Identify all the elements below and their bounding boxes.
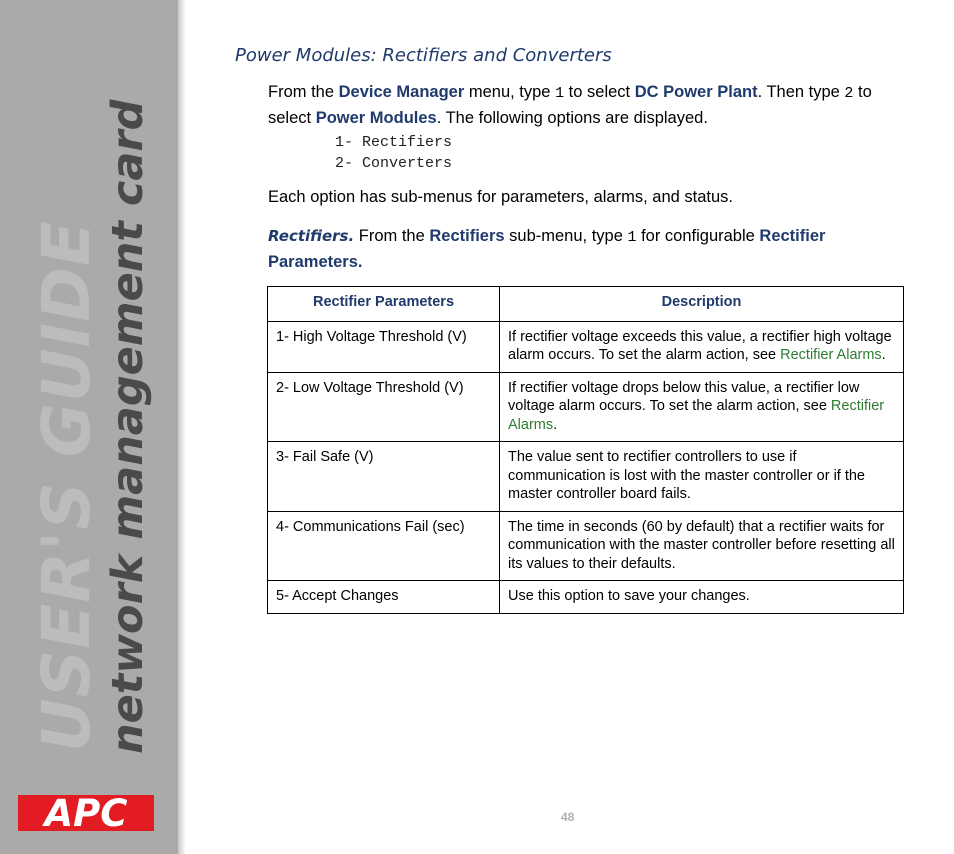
rectifier-parameters-term: Rectifier Parameters. [268, 227, 826, 271]
parameter-cell: 1- High Voltage Threshold (V) [268, 321, 500, 372]
rectifier-alarms-link[interactable]: Rectifier Alarms [780, 347, 882, 363]
rectifier-alarms-link[interactable]: Rectifier Alarms [508, 398, 885, 433]
description-cell: Use this option to save your changes. [500, 581, 904, 614]
dc-power-plant-term: DC Power Plant [634, 83, 758, 101]
apc-logo [18, 793, 158, 833]
description-cell: If rectifier voltage exceeds this value, a rectifier high voltage alarm occurs. To set the alarm action, see Rectifier Alarms. [500, 321, 904, 372]
intro-paragraph: From the Device Manager menu, type 1 to select DC Power Plant. Then type 2 to select Power Modules. The following options are displayed. [268, 83, 872, 127]
column-header-description: Description [500, 287, 904, 322]
menu-key-2: 2 [844, 85, 854, 102]
menu-key: 1 [627, 229, 637, 246]
users-guide-watermark: USER'S GUIDE [28, 220, 105, 752]
sidebar [0, 0, 178, 854]
section-title: Power Modules: Rectifiers and Converters [235, 45, 612, 66]
sidebar-edge [178, 0, 186, 854]
table-row [268, 581, 904, 614]
table-row [268, 372, 904, 442]
device-manager-term: Device Manager [338, 83, 465, 101]
menu-key-1: 1 [555, 85, 565, 102]
rectifiers-term: Rectifiers [429, 227, 505, 245]
rectifiers-paragraph: Rectifiers. From the Rectifiers sub-menu, type 1 for configurable Rectifier Parameters. [268, 227, 826, 271]
description-cell: The time in seconds (60 by default) that a rectifier waits for communication with the master controller before resetting all its values to their defaults. [500, 511, 904, 581]
description-cell: If rectifier voltage drops below this value, a rectifier low voltage alarm occurs. To set the alarm action, see Rectifier Alarms. [500, 372, 904, 442]
submenu-note: Each option has sub-menus for parameters, alarms, and status. [268, 188, 733, 206]
rectifiers-run-in-heading: Rectifiers. [268, 227, 355, 245]
menu-options-block [335, 132, 452, 174]
table-row [268, 511, 904, 581]
table-row [268, 442, 904, 512]
parameter-cell: 4- Communications Fail (sec) [268, 511, 500, 581]
power-modules-term: Power Modules [315, 109, 437, 127]
menu-option: 1- Rectifiers [335, 134, 453, 151]
parameter-cell: 3- Fail Safe (V) [268, 442, 500, 512]
product-name-watermark: network management card [103, 99, 153, 754]
column-header-parameters: Rectifier Parameters [268, 287, 500, 322]
table-header-row [268, 287, 904, 322]
parameter-cell: 2- Low Voltage Threshold (V) [268, 372, 500, 442]
apc-logo-text: APC [44, 793, 128, 833]
table-row [268, 321, 904, 372]
description-cell: The value sent to rectifier controllers to use if communication is lost with the master controller or if the master controller board fails. [500, 442, 904, 512]
rectifier-parameters-table [267, 286, 904, 614]
parameter-cell: 5- Accept Changes [268, 581, 500, 614]
menu-option: 2- Converters [335, 155, 453, 172]
page-number: 48 [561, 810, 575, 824]
